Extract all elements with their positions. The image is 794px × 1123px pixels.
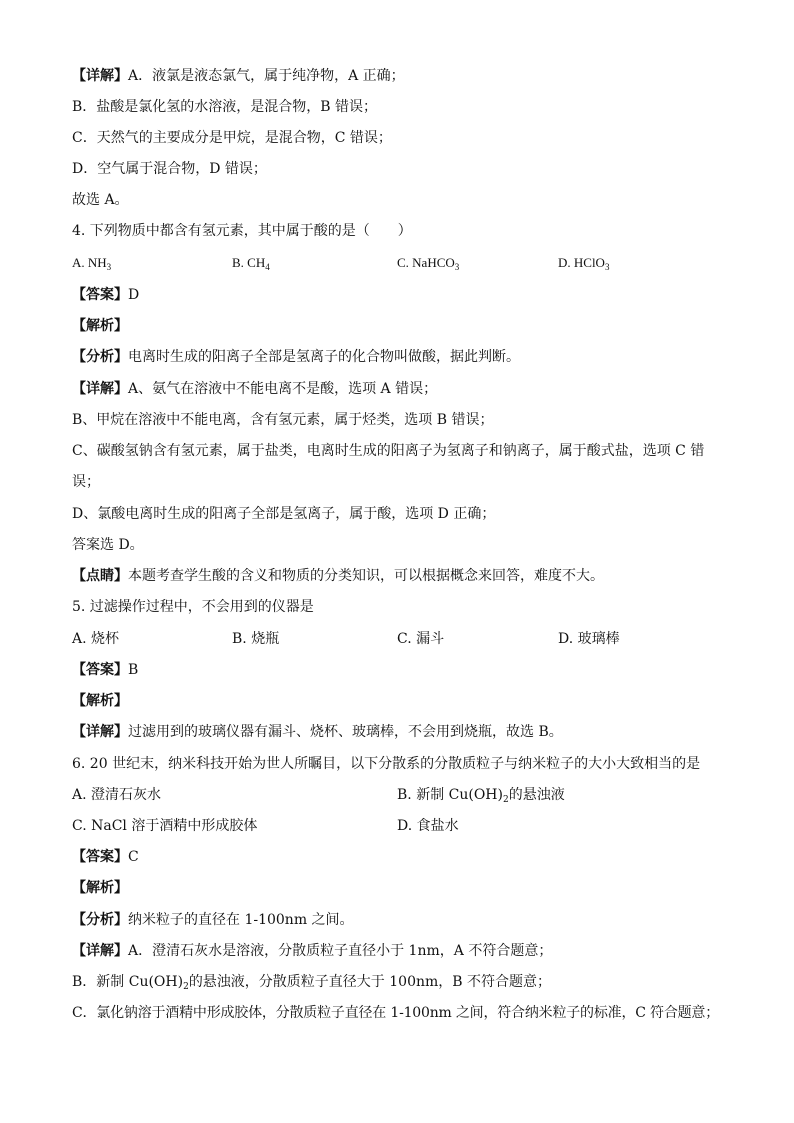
option-d: D. 食盐水 xyxy=(397,818,459,834)
option-c: C. NaHCO$_3$ xyxy=(397,255,460,272)
explanation-line-c: C、碳酸氢钠含有氢元素，属于盐类，电离时生成的阳离子为氢离子和钠离子，属于酸式盐，选项 C 错 xyxy=(72,443,705,459)
line-text: A．液氯是液态氯气，属于纯净物，A 正确； xyxy=(128,68,405,84)
option-c: C. NaCl 溶于酒精中形成胶体 xyxy=(72,818,258,834)
explanation-line xyxy=(72,379,722,399)
explanation-line-c: C．氯化钠溶于酒精中形成胶体，分散质粒子直径在 1-100nm 之间，符合纳米粒子的标准，C 符合题意； xyxy=(72,1005,720,1021)
option-b: B. 新制 $Cu(OH)_2$的悬浊液 xyxy=(397,787,565,805)
line-text: 本题考查学生酸的含义和物质的分类知识，可以根据概念来回答，难度不大。 xyxy=(128,568,604,584)
section-tag: 【详解】 xyxy=(72,381,128,397)
section-tag: 【详解】 xyxy=(72,724,128,740)
line-text: 纳米粒子的直径在 1-100nm 之间。 xyxy=(128,912,354,928)
analysis-line xyxy=(72,347,722,367)
explanation-line xyxy=(72,722,722,742)
explanation-line-d: D、氯酸电离时生成的阳离子全部是氢离子，属于酸，选项 D 正确； xyxy=(72,506,496,522)
option-b: B. $CH_4$ xyxy=(232,255,270,272)
conclusion-line: 故选 A。 xyxy=(72,192,129,208)
answer-line xyxy=(72,660,722,680)
question-6: 6. 20 世纪末，纳米科技开始为世人所瞩目，以下分散系的分散质粒子与纳米粒子的大小大致相当的是 xyxy=(72,756,701,772)
answer-tag: 【答案】 xyxy=(72,662,128,678)
analysis-tag: 【解析】 xyxy=(72,318,128,334)
section-tag: 【详解】 xyxy=(72,68,128,84)
analysis-line xyxy=(72,910,722,930)
option-c: C. 漏斗 xyxy=(397,631,445,647)
explanation-line-b: B．新制 $Cu(OH)_2$的悬浊液，分散质粒子直径大于 100nm，B 不符合题意； xyxy=(72,974,552,992)
explanation-line-b: B、甲烷在溶液中不能电离，含有氢元素，属于烃类，选项 B 错误； xyxy=(72,412,494,428)
line-text: A．澄清石灰水是溶液，分散质粒子直径小于 1nm，A 不符合题意； xyxy=(128,943,553,959)
answer-line xyxy=(72,285,722,305)
section-tag: 【点睛】 xyxy=(72,568,128,584)
question-5: 5. 过滤操作过程中，不会用到的仪器是 xyxy=(72,599,314,615)
explanation-line-d: D．空气属于混合物，D 错误； xyxy=(72,161,267,177)
analysis-tag: 【解析】 xyxy=(72,880,128,896)
answer-value: B xyxy=(128,662,139,678)
line-text: 电离时生成的阳离子全部是氢离子的化合物叫做酸，据此判断。 xyxy=(128,349,520,365)
option-a: A. $NH_3$ xyxy=(72,255,112,272)
option-b: B. 烧瓶 xyxy=(232,631,280,647)
option-d: D. 玻璃棒 xyxy=(558,631,620,647)
option-a: A. 澄清石灰水 xyxy=(72,787,162,803)
section-tag: 【分析】 xyxy=(72,912,128,928)
explanation-line-c: C．天然气的主要成分是甲烷，是混合物，C 错误； xyxy=(72,130,392,146)
line-text: 过滤用到的玻璃仪器有漏斗、烧杯、玻璃棒，不会用到烧瓶，故选 B。 xyxy=(128,724,563,740)
explanation-line xyxy=(72,941,722,961)
explanation-line-b: B．盐酸是氯化氢的水溶液，是混合物，B 错误； xyxy=(72,99,378,115)
option-d: D. HClO$_3$ xyxy=(558,255,610,272)
explanation-line-c-cont: 误； xyxy=(72,474,100,490)
section-tag: 【详解】 xyxy=(72,943,128,959)
answer-value: D xyxy=(128,287,140,303)
analysis-tag: 【解析】 xyxy=(72,693,128,709)
answer-value: C xyxy=(128,849,139,865)
answer-line xyxy=(72,847,722,867)
answer-tag: 【答案】 xyxy=(72,849,128,865)
option-a: A. 烧杯 xyxy=(72,631,120,647)
section-tag: 【分析】 xyxy=(72,349,128,365)
answer-tag: 【答案】 xyxy=(72,287,128,303)
explanation-line-a xyxy=(72,66,722,86)
question-4: 4. 下列物质中都含有氢元素，其中属于酸的是（ ） xyxy=(72,223,412,239)
line-text: A、氨气在溶液中不能电离不是酸，选项 A 错误； xyxy=(128,381,438,397)
note-line xyxy=(72,566,722,586)
conclusion-line: 答案选 D。 xyxy=(72,537,144,553)
